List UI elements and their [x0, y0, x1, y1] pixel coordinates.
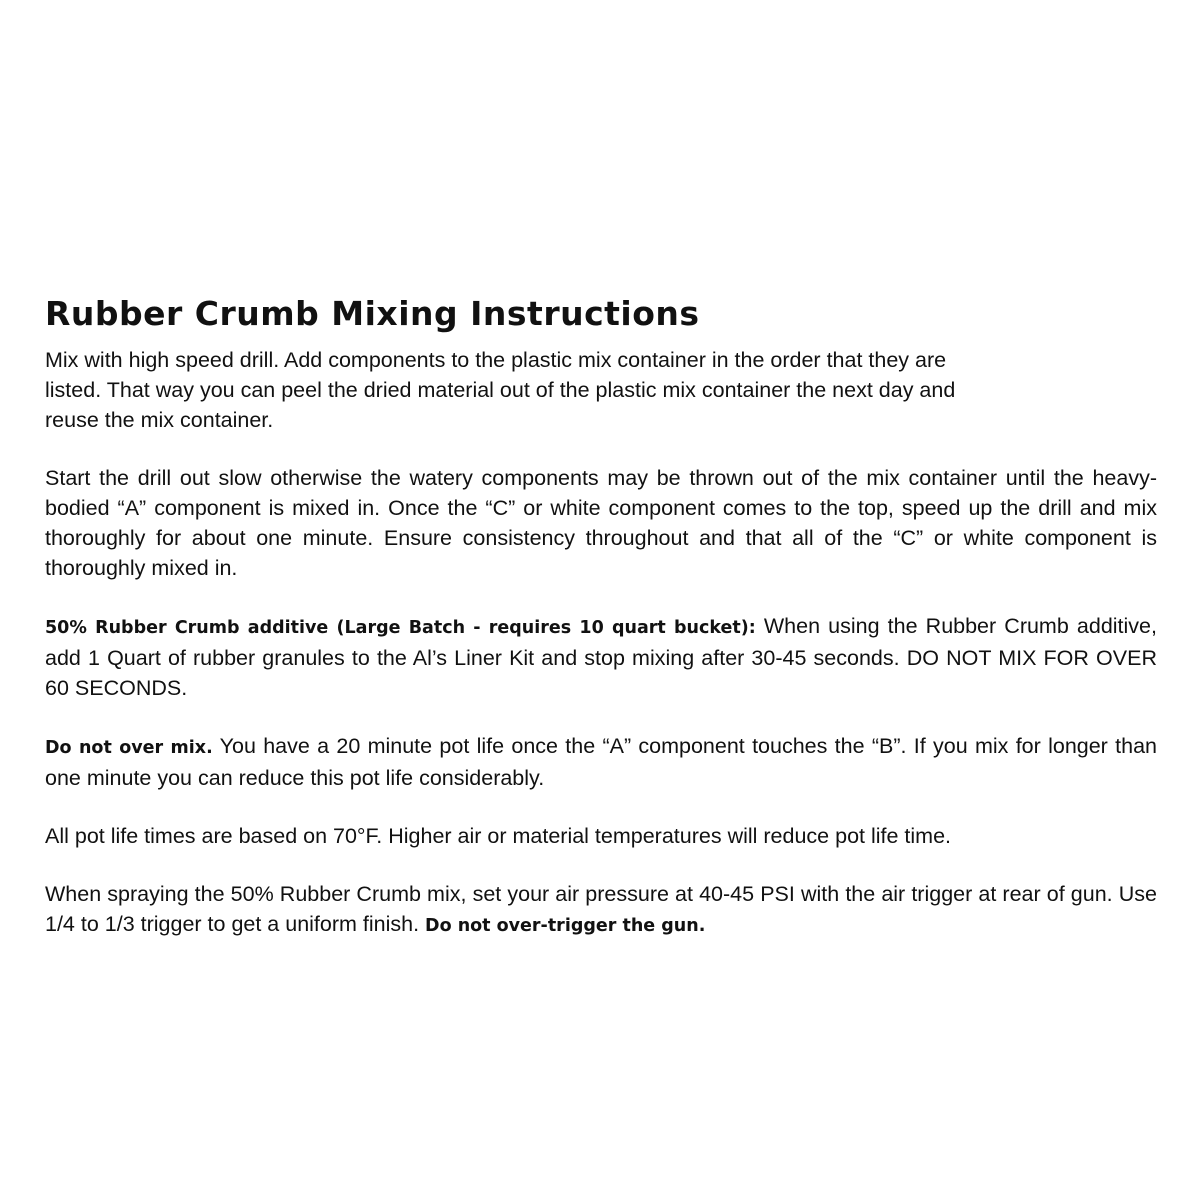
- paragraph-pot-life: [45, 731, 1157, 793]
- paragraph-text: When using the Rubber Crumb additive, add 1 Quart of rubber granules to the Al’s Liner Kit and stop mixing after 30-45 seconds. DO NOT MIX FOR OVER 60 SECONDS.: [45, 614, 1157, 700]
- paragraph-bold-trail: Do not over-trigger the gun.: [425, 916, 706, 936]
- paragraph-spraying: [45, 879, 1157, 941]
- document-title: Rubber Crumb Mixing Instructions: [45, 294, 700, 333]
- paragraph-drill-speed: [45, 463, 1157, 583]
- paragraph-rubber-crumb-additive: [45, 611, 1157, 703]
- paragraph-bold-lead: Do not over mix.: [45, 738, 213, 758]
- paragraph-temperature: [45, 821, 1157, 851]
- paragraph-text: Mix with high speed drill. Add components to the plastic mix container in the order that they are listed. That way you can peel the dried material out of the plastic mix container the next day and reuse the mix container.: [45, 348, 956, 432]
- paragraph-text: All pot life times are based on 70°F. Higher air or material temperatures will reduce pot life time.: [45, 824, 952, 848]
- paragraph-bold-lead: 50% Rubber Crumb additive (Large Batch - requires 10 quart bucket):: [45, 618, 756, 638]
- instructions-document: [45, 293, 1157, 969]
- paragraph-text: Start the drill out slow otherwise the watery components may be thrown out of the mix container until the heavy-bodied “A” component is mixed in. Once the “C” or white component comes to the top, speed up the drill and mix thoroughly for about one minute. Ensure consistency throughout and that all of the “C” or white component is thoroughly mixed in.: [45, 466, 1157, 580]
- paragraph-mixing-order: [45, 345, 957, 435]
- paragraph-text: When spraying the 50% Rubber Crumb mix, set your air pressure at 40-45 PSI with the air trigger at rear of gun. Use 1/4 to 1/3 trigger to get a uniform finish.: [45, 882, 1157, 936]
- paragraph-text: You have a 20 minute pot life once the “A” component touches the “B”. If you mix for longer than one minute you can reduce this pot life considerably.: [45, 734, 1157, 790]
